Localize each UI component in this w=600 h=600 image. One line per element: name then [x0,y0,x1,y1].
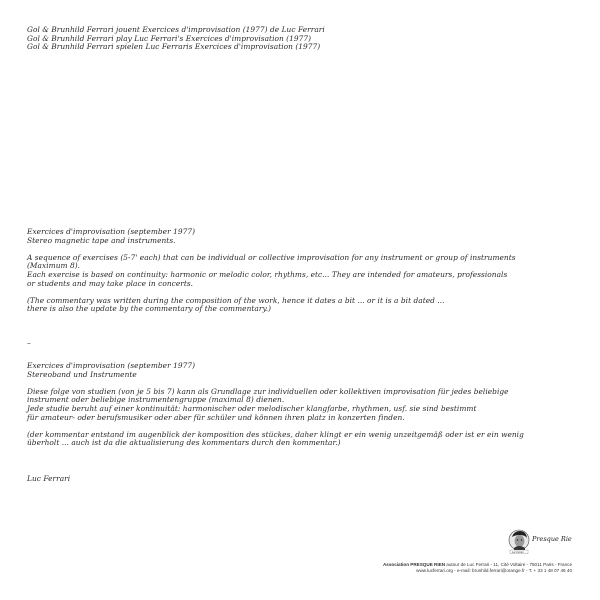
section-separator [27,339,577,348]
english-paragraph-line: or students and may take place in concerts. [27,278,194,288]
german-paragraph-line: instrument oder beliebige instrumentengruppe (maximal 8) dienen. [27,395,285,405]
footer [312,528,572,578]
title-block [27,26,577,52]
title-german: Gol & Brunhild Ferrari spielen Luc Ferraris Exercices d'improvisation (1977) [27,42,321,52]
title-english: Gol & Brunhild Ferrari play Luc Ferrari's Exercices d'improvisation (1977) [27,33,312,43]
separator-dash: – [27,338,31,347]
footer-org-address: autour de Luc Ferrari - 11, Cité Voltaire - 75011 Paris - France [445,562,572,567]
german-commentary-line: (der kommentar entstand im augenblick der komposition des stückes, daher klingt er ein wenig unzeitgemäß oder ist er ein wenig [27,429,524,439]
footer-org-name: Association PRESQUE RIEN [382,562,446,567]
footer-contact: www.lucferrari.org - e-mail: brunhild.ferrari@orange.fr - T. + 33 1 48 07 46 40 [416,568,572,573]
signature: Luc Ferrari [27,474,71,483]
german-section [27,362,577,448]
german-subheading: Stereoband und Instrumente [27,369,137,379]
presque-rien-logo [506,528,572,554]
german-heading: Exercices d'improvisation (september 1977) [27,361,196,370]
german-commentary-line: überholt ... auch ist da die aktualisierung des kommentars durch den kommentar.) [27,438,341,448]
english-heading: Exercices d'improvisation (september 1977) [27,227,196,236]
english-commentary-line: (The commentary was written during the composition of the work, hence it dates a bit ... or it is a bit dated ... [27,295,445,305]
english-commentary-line: there is also the update by the commentary of the commentary.) [27,304,272,314]
signature-block [27,475,577,484]
english-paragraph-line: Each exercise is based on continuity: harmonic or melodic color, rhythms, etc... They are intended for amateurs, professionals [27,269,508,279]
english-paragraph-line: A sequence of exercises (5-7' each) that can be individual or collective improvisation for any instrument or group of instruments [27,252,516,262]
english-paragraph-line: (Maximum 8). [27,261,81,271]
logo-caption: Luc Ferrari [512,550,524,554]
english-subheading: Stereo magnetic tape and instruments. [27,235,176,245]
english-section [27,228,577,314]
title-french: Gol & Brunhild Ferrari jouent Exercices d'improvisation (1977) de Luc Ferrari [27,25,325,34]
german-paragraph-line: Diese folge von studien (von je 5 bis 7) kann als Grundlage zur individuellen oder kollektiven improvisation für jedes beliebige [27,386,509,396]
logo-title: Presque Rien [532,535,572,543]
portrait-icon [506,528,572,554]
german-paragraph-line: Jede studie beruht auf einer kontinuität: harmonischer oder melodischer klangfarbe, rhythmen, usf. sie sind bestimmt [27,403,477,413]
footer-address [383,562,572,574]
german-paragraph-line: für amateur- oder berufsmusiker oder aber für schüler und können ihren platz in konzerten finden. [27,412,405,422]
